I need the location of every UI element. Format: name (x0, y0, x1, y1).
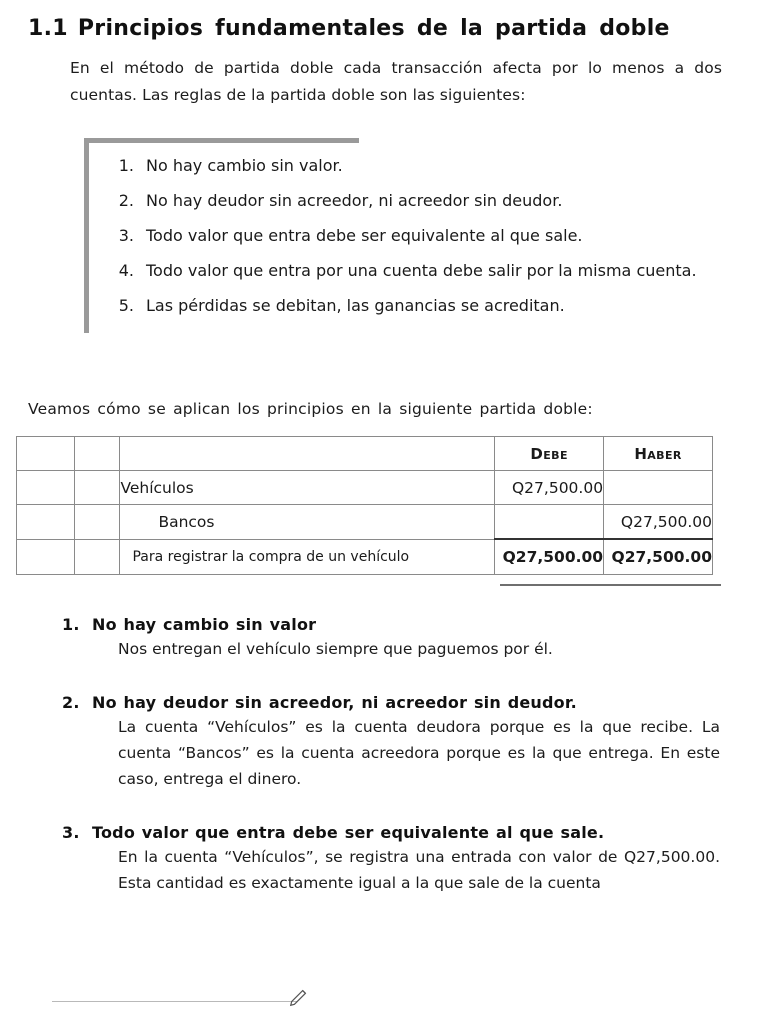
explanation-item (62, 823, 728, 897)
row-cell-blank-1 (17, 471, 75, 505)
explanation-body: La cuenta “Vehículos” es la cuenta deudora porque es la que recibe. La cuenta “Bancos” es la cuenta acreedora porque es la que entrega. En este caso, entrega el dinero. (118, 717, 720, 789)
rule-index: 4. (118, 260, 134, 280)
header-blank-description (120, 437, 495, 471)
explanations-section (62, 615, 728, 896)
row-haber-amount (604, 471, 713, 505)
intro-paragraph: En el método de partida doble cada transacción afecta por lo menos a dos cuentas. Las reglas de la partida doble son las siguientes: (70, 59, 722, 104)
row-description: Bancos (120, 505, 495, 540)
horizontal-accent-bar (84, 138, 359, 143)
total-debe-amount: Q27,500.00 (495, 539, 604, 575)
explanation-title: Todo valor que entra debe ser equivalente al que sale. (92, 822, 605, 842)
page-title (28, 16, 728, 41)
row-cell-blank-2 (75, 471, 120, 505)
table-row (17, 505, 713, 540)
row-haber-amount: Q27,500.00 (604, 505, 713, 540)
explanation-body: Nos entregan el vehículo siempre que paguemos por él. (118, 640, 553, 659)
section-title: Principios fundamentales de la partida doble (77, 16, 670, 41)
row-description: Para registrar la compra de un vehículo (120, 539, 495, 575)
rule-index: 5. (118, 295, 134, 315)
list-item (112, 156, 728, 177)
journal-entry-table (16, 436, 713, 575)
total-haber-amount: Q27,500.00 (604, 539, 713, 575)
rule-index: 1. (118, 156, 134, 176)
row-debe-amount (495, 505, 604, 540)
table-row (17, 471, 713, 505)
explanation-heading (62, 615, 728, 634)
section-number: 1.1 (28, 16, 68, 41)
rule-text: No hay deudor sin acreedor, ni acreedor sin deudor. (146, 191, 563, 211)
rules-block (84, 138, 728, 362)
rules-list (112, 156, 728, 316)
row-cell-blank-1 (17, 505, 75, 540)
explanation-index: 2. (62, 692, 80, 712)
row-debe-amount: Q27,500.00 (495, 471, 604, 505)
rule-text: No hay cambio sin valor. (146, 156, 343, 176)
row-cell-blank-1 (17, 539, 75, 575)
row-cell-blank-2 (75, 539, 120, 575)
explanation-title: No hay deudor sin acreedor, ni acreedor sin deudor. (92, 692, 577, 712)
list-item (112, 261, 728, 282)
header-blank-2 (75, 437, 120, 471)
explanation-title: No hay cambio sin valor (92, 615, 317, 635)
rule-index: 3. (118, 225, 134, 245)
column-header-haber: Haber (604, 437, 713, 471)
lead-in-text: Veamos cómo se aplican los principios en la siguiente partida doble: (28, 400, 593, 419)
column-header-debe: Debe (495, 437, 604, 471)
explanation-heading (62, 693, 728, 712)
vertical-accent-bar (84, 138, 89, 333)
list-item (112, 226, 728, 247)
explanation-item (62, 615, 728, 662)
footer-divider (52, 1001, 297, 1002)
table-header-row (17, 437, 713, 471)
table-total-row (17, 539, 713, 575)
row-cell-blank-2 (75, 505, 120, 540)
rule-text: Todo valor que entra por una cuenta debe salir por la misma cuenta. (146, 260, 697, 280)
explanation-index: 1. (62, 615, 80, 635)
pen-icon (288, 986, 310, 1008)
explanation-item (62, 693, 728, 793)
list-item (112, 191, 728, 212)
rule-index: 2. (118, 191, 134, 211)
explanation-body: En la cuenta “Vehículos”, se registra una entrada con valor de Q27,500.00. Esta cantidad es exactamente igual a la que sale de la cuenta (118, 847, 720, 893)
row-description: Vehículos (120, 471, 495, 505)
totals-double-underline (500, 584, 721, 586)
explanation-heading (62, 823, 728, 842)
header-blank-1 (17, 437, 75, 471)
rule-text: Todo valor que entra debe ser equivalente al que sale. (146, 225, 583, 245)
explanation-index: 3. (62, 822, 80, 842)
rule-text: Las pérdidas se debitan, las ganancias se acreditan. (146, 295, 565, 315)
list-item (112, 296, 728, 317)
